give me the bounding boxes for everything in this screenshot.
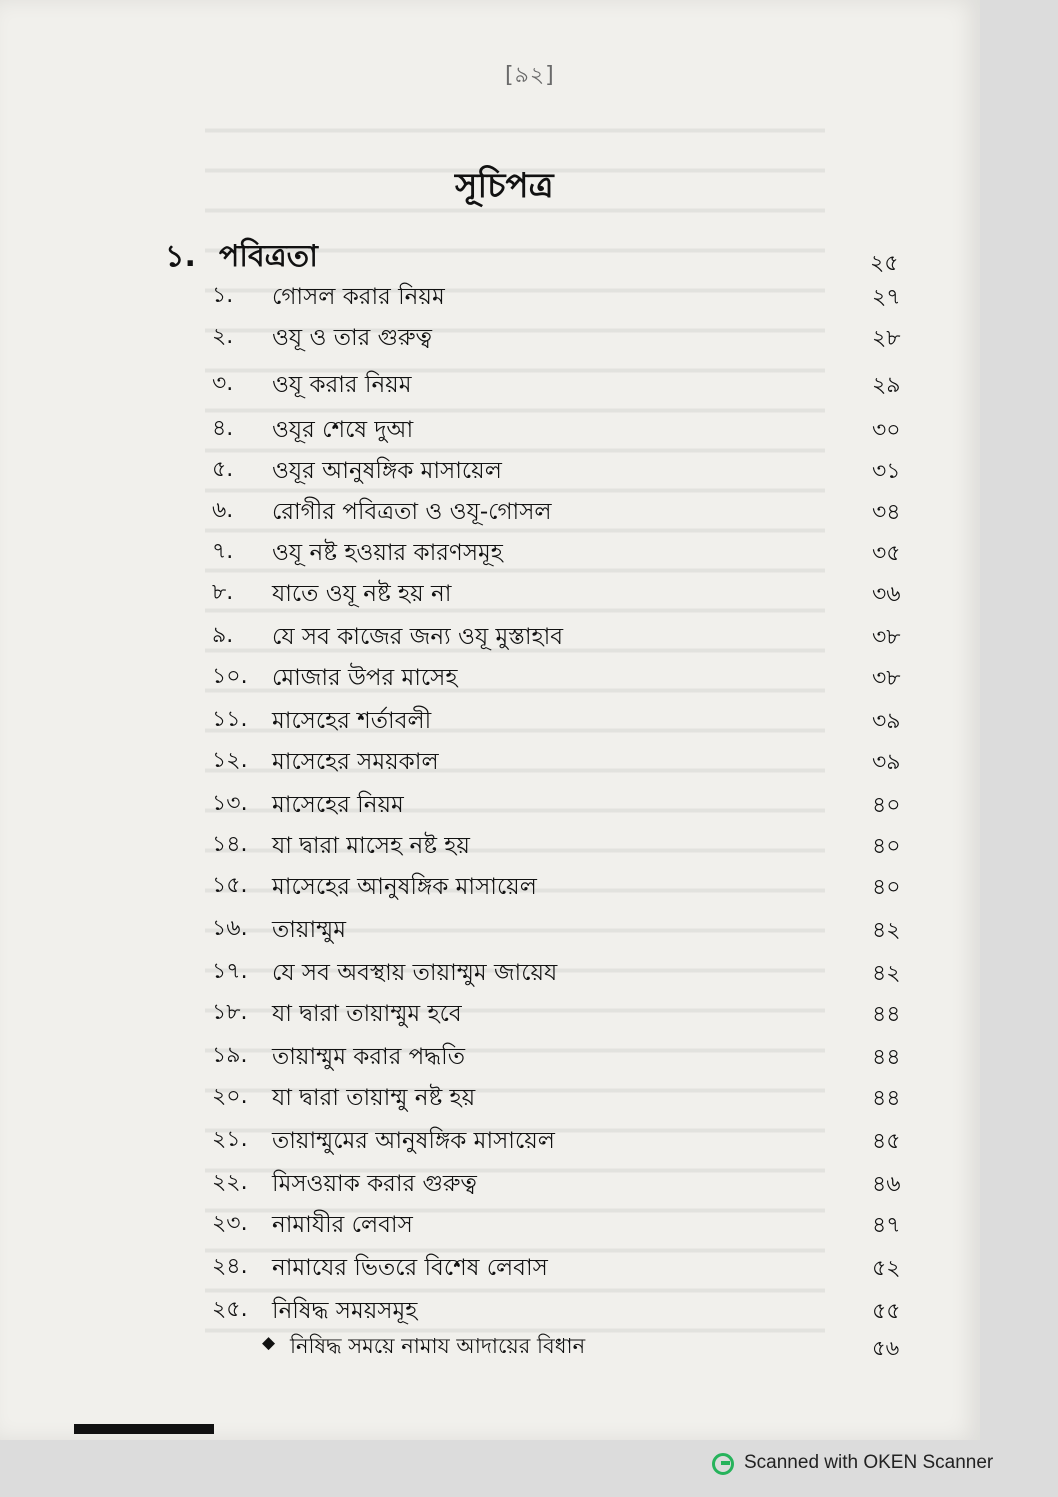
scan-edge-mark: [74, 1424, 214, 1434]
toc-entry-label: মাসেহের আনুষঙ্গিক মাসায়েল: [272, 874, 537, 900]
toc-entry-number: ২৩.: [212, 1211, 248, 1236]
toc-entry-page: ৪৪: [872, 1086, 901, 1111]
toc-entry: [0, 702, 980, 742]
toc-entry-label: যা দ্বারা তায়াম্মু নষ্ট হয়: [272, 1085, 476, 1111]
toc-entry-label: মাসেহের নিয়ম: [272, 792, 404, 818]
toc-entry-page: ৪০: [872, 793, 901, 818]
scanner-watermark-text: Scanned with OKEN Scanner: [744, 1452, 994, 1473]
chapter-heading: [165, 232, 318, 283]
toc-entry-label: মিসওয়াক করার গুরুত্ব: [272, 1171, 477, 1197]
toc-entry-number: ২.: [212, 324, 234, 349]
toc-entry-number: ১৮.: [212, 1000, 248, 1025]
toc-entry-number: ১৩.: [212, 791, 248, 816]
toc-entry-number: ২০.: [212, 1084, 248, 1109]
toc-entry-number: ১১.: [212, 707, 248, 732]
toc-entry-page: ৪২: [872, 961, 901, 986]
toc-entry-label: মোজার উপর মাসেহ: [272, 665, 458, 691]
toc-sub-entry: [0, 1330, 980, 1364]
toc-entry-label: নিষিদ্ধ সময়সমূহ: [272, 1298, 418, 1324]
toc-entry: [0, 1249, 980, 1289]
toc-entry-page: ৪৫: [872, 1129, 901, 1154]
diamond-bullet-icon: ◆: [262, 1333, 276, 1353]
chapter-number: ১.: [165, 239, 196, 274]
toc-entry: [0, 411, 980, 451]
toc-entry-label: যা দ্বারা তায়াম্মুম হবে: [272, 1001, 462, 1027]
toc-entry-label: যাতে ওযূ নষ্ট হয় না: [272, 581, 452, 607]
toc-entry-number: ১৬.: [212, 916, 248, 941]
toc-entry: [0, 534, 980, 574]
toc-entry-page: ৫২: [872, 1256, 901, 1281]
toc-entry-number: ১৪.: [212, 832, 248, 857]
toc-entry: [0, 743, 980, 783]
toc-entry-number: ২৪.: [212, 1254, 248, 1279]
toc-entry-page: ৪২: [872, 918, 901, 943]
toc-entry-label: যে সব কাজের জন্য ওযূ মুস্তাহাব: [272, 624, 564, 650]
chapter-page-number: ২৫: [870, 251, 899, 276]
toc-entry-label: তায়াম্মুম করার পদ্ধতি: [272, 1044, 465, 1070]
page-title: সূচিপত্র: [455, 166, 554, 206]
toc-entry-page: ৪৪: [872, 1045, 901, 1070]
toc-entry-number: ২৫.: [212, 1297, 248, 1322]
toc-entry: [0, 1165, 980, 1205]
page-number: [৯২]: [505, 63, 555, 88]
toc-entry: [0, 954, 980, 994]
toc-entry-page: ৩৮: [872, 625, 901, 650]
toc-entry-label: যা দ্বারা মাসেহ নষ্ট হয়: [272, 833, 470, 859]
toc-entry-number: ১২.: [212, 748, 248, 773]
toc-entry: [0, 827, 980, 867]
toc-entry: [0, 366, 980, 406]
toc-entry-page: ৪০: [872, 834, 901, 859]
toc-entry: [0, 786, 980, 826]
toc-entry-label: ওযূ নষ্ট হওয়ার কারণসমূহ: [272, 540, 503, 566]
toc-entry-number: ১০.: [212, 664, 248, 689]
toc-entry-number: ১৭.: [212, 959, 248, 984]
toc-entry-number: ১.: [212, 283, 234, 308]
toc-entry-label: তায়াম্মুম: [272, 917, 346, 943]
toc-entry-page: ৪৭: [872, 1213, 901, 1238]
toc-entry: [0, 1038, 980, 1078]
toc-entry-number: ৩.: [212, 371, 234, 396]
toc-entry: [0, 319, 980, 359]
toc-entry-label: তায়াম্মুমের আনুষঙ্গিক মাসায়েল: [272, 1128, 555, 1154]
toc-entry-page: ২৮: [872, 326, 901, 351]
toc-entry: [0, 911, 980, 951]
toc-entry-page: ৪৪: [872, 1002, 901, 1027]
toc-entry-number: ১৯.: [212, 1043, 248, 1068]
toc-entry-number: ৬.: [212, 498, 234, 523]
toc-entry-label: মাসেহের সময়কাল: [272, 749, 439, 775]
toc-sub-entry-label: নিষিদ্ধ সময়ে নামায আদায়ের বিধান: [290, 1334, 586, 1358]
toc-entry-page: ৩৫: [872, 541, 901, 566]
toc-entry-number: ৭.: [212, 539, 234, 564]
toc-entry-page: ৩৮: [872, 666, 901, 691]
toc-entry-page: ৩৬: [872, 582, 901, 607]
toc-entry: [0, 278, 980, 318]
toc-entry-number: ১৫.: [212, 873, 248, 898]
toc-entry-page: ৪০: [872, 875, 901, 900]
toc-entry-number: ৯.: [212, 623, 234, 648]
toc-entry-label: নামাযের ভিতরে বিশেষ লেবাস: [272, 1255, 548, 1281]
toc-entry: [0, 575, 980, 615]
toc-sub-entry-page: ৫৬: [872, 1336, 900, 1360]
toc-entry-number: ২১.: [212, 1127, 248, 1152]
toc-entry: [0, 493, 980, 533]
scanner-logo-icon: [712, 1453, 734, 1475]
toc-entry: [0, 1079, 980, 1119]
toc-entry: [0, 1122, 980, 1162]
toc-entry-page: ৩০: [872, 418, 901, 443]
toc-entry-number: ৫.: [212, 457, 234, 482]
chapter-label: পবিত্রতা: [219, 239, 318, 274]
toc-entry: [0, 452, 980, 492]
toc-entry: [0, 868, 980, 908]
toc-entry-page: ৩১: [872, 459, 901, 484]
toc-entry-page: ২৯: [872, 373, 901, 398]
toc-entry-label: ওযূর আনুষঙ্গিক মাসায়েল: [272, 458, 502, 484]
toc-entry-label: নামাযীর লেবাস: [272, 1212, 413, 1238]
toc-entry: [0, 659, 980, 699]
toc-entry-number: ৪.: [212, 416, 234, 441]
toc-entry-label: মাসেহের শর্তাবলী: [272, 708, 432, 734]
toc-entry-label: রোগীর পবিত্রতা ও ওযূ-গোসল: [272, 499, 552, 525]
toc-entry-label: ওযূ করার নিয়ম: [272, 372, 412, 398]
toc-entry-label: গোসল করার নিয়ম: [272, 284, 445, 310]
toc-entry-label: যে সব অবস্থায় তায়াম্মুম জায়েয: [272, 960, 558, 986]
toc-entry-page: ৩৪: [872, 500, 901, 525]
toc-entry-page: ২৭: [872, 285, 901, 310]
toc-entry-label: ওযূ ও তার গুরুত্ব: [272, 325, 433, 351]
toc-entry-number: ৮.: [212, 580, 234, 605]
toc-entry-page: ৩৯: [872, 709, 901, 734]
toc-entry-page: ৪৬: [872, 1172, 901, 1197]
toc-entry-number: ২২.: [212, 1170, 248, 1195]
toc-entry: [0, 618, 980, 658]
toc-entry-label: ওযূর শেষে দুআ: [272, 417, 414, 443]
toc-entry-page: ৩৯: [872, 750, 901, 775]
toc-entry: [0, 995, 980, 1035]
toc-entry-page: ৫৫: [872, 1299, 901, 1324]
toc-entry: [0, 1292, 980, 1332]
toc-entry: [0, 1206, 980, 1246]
